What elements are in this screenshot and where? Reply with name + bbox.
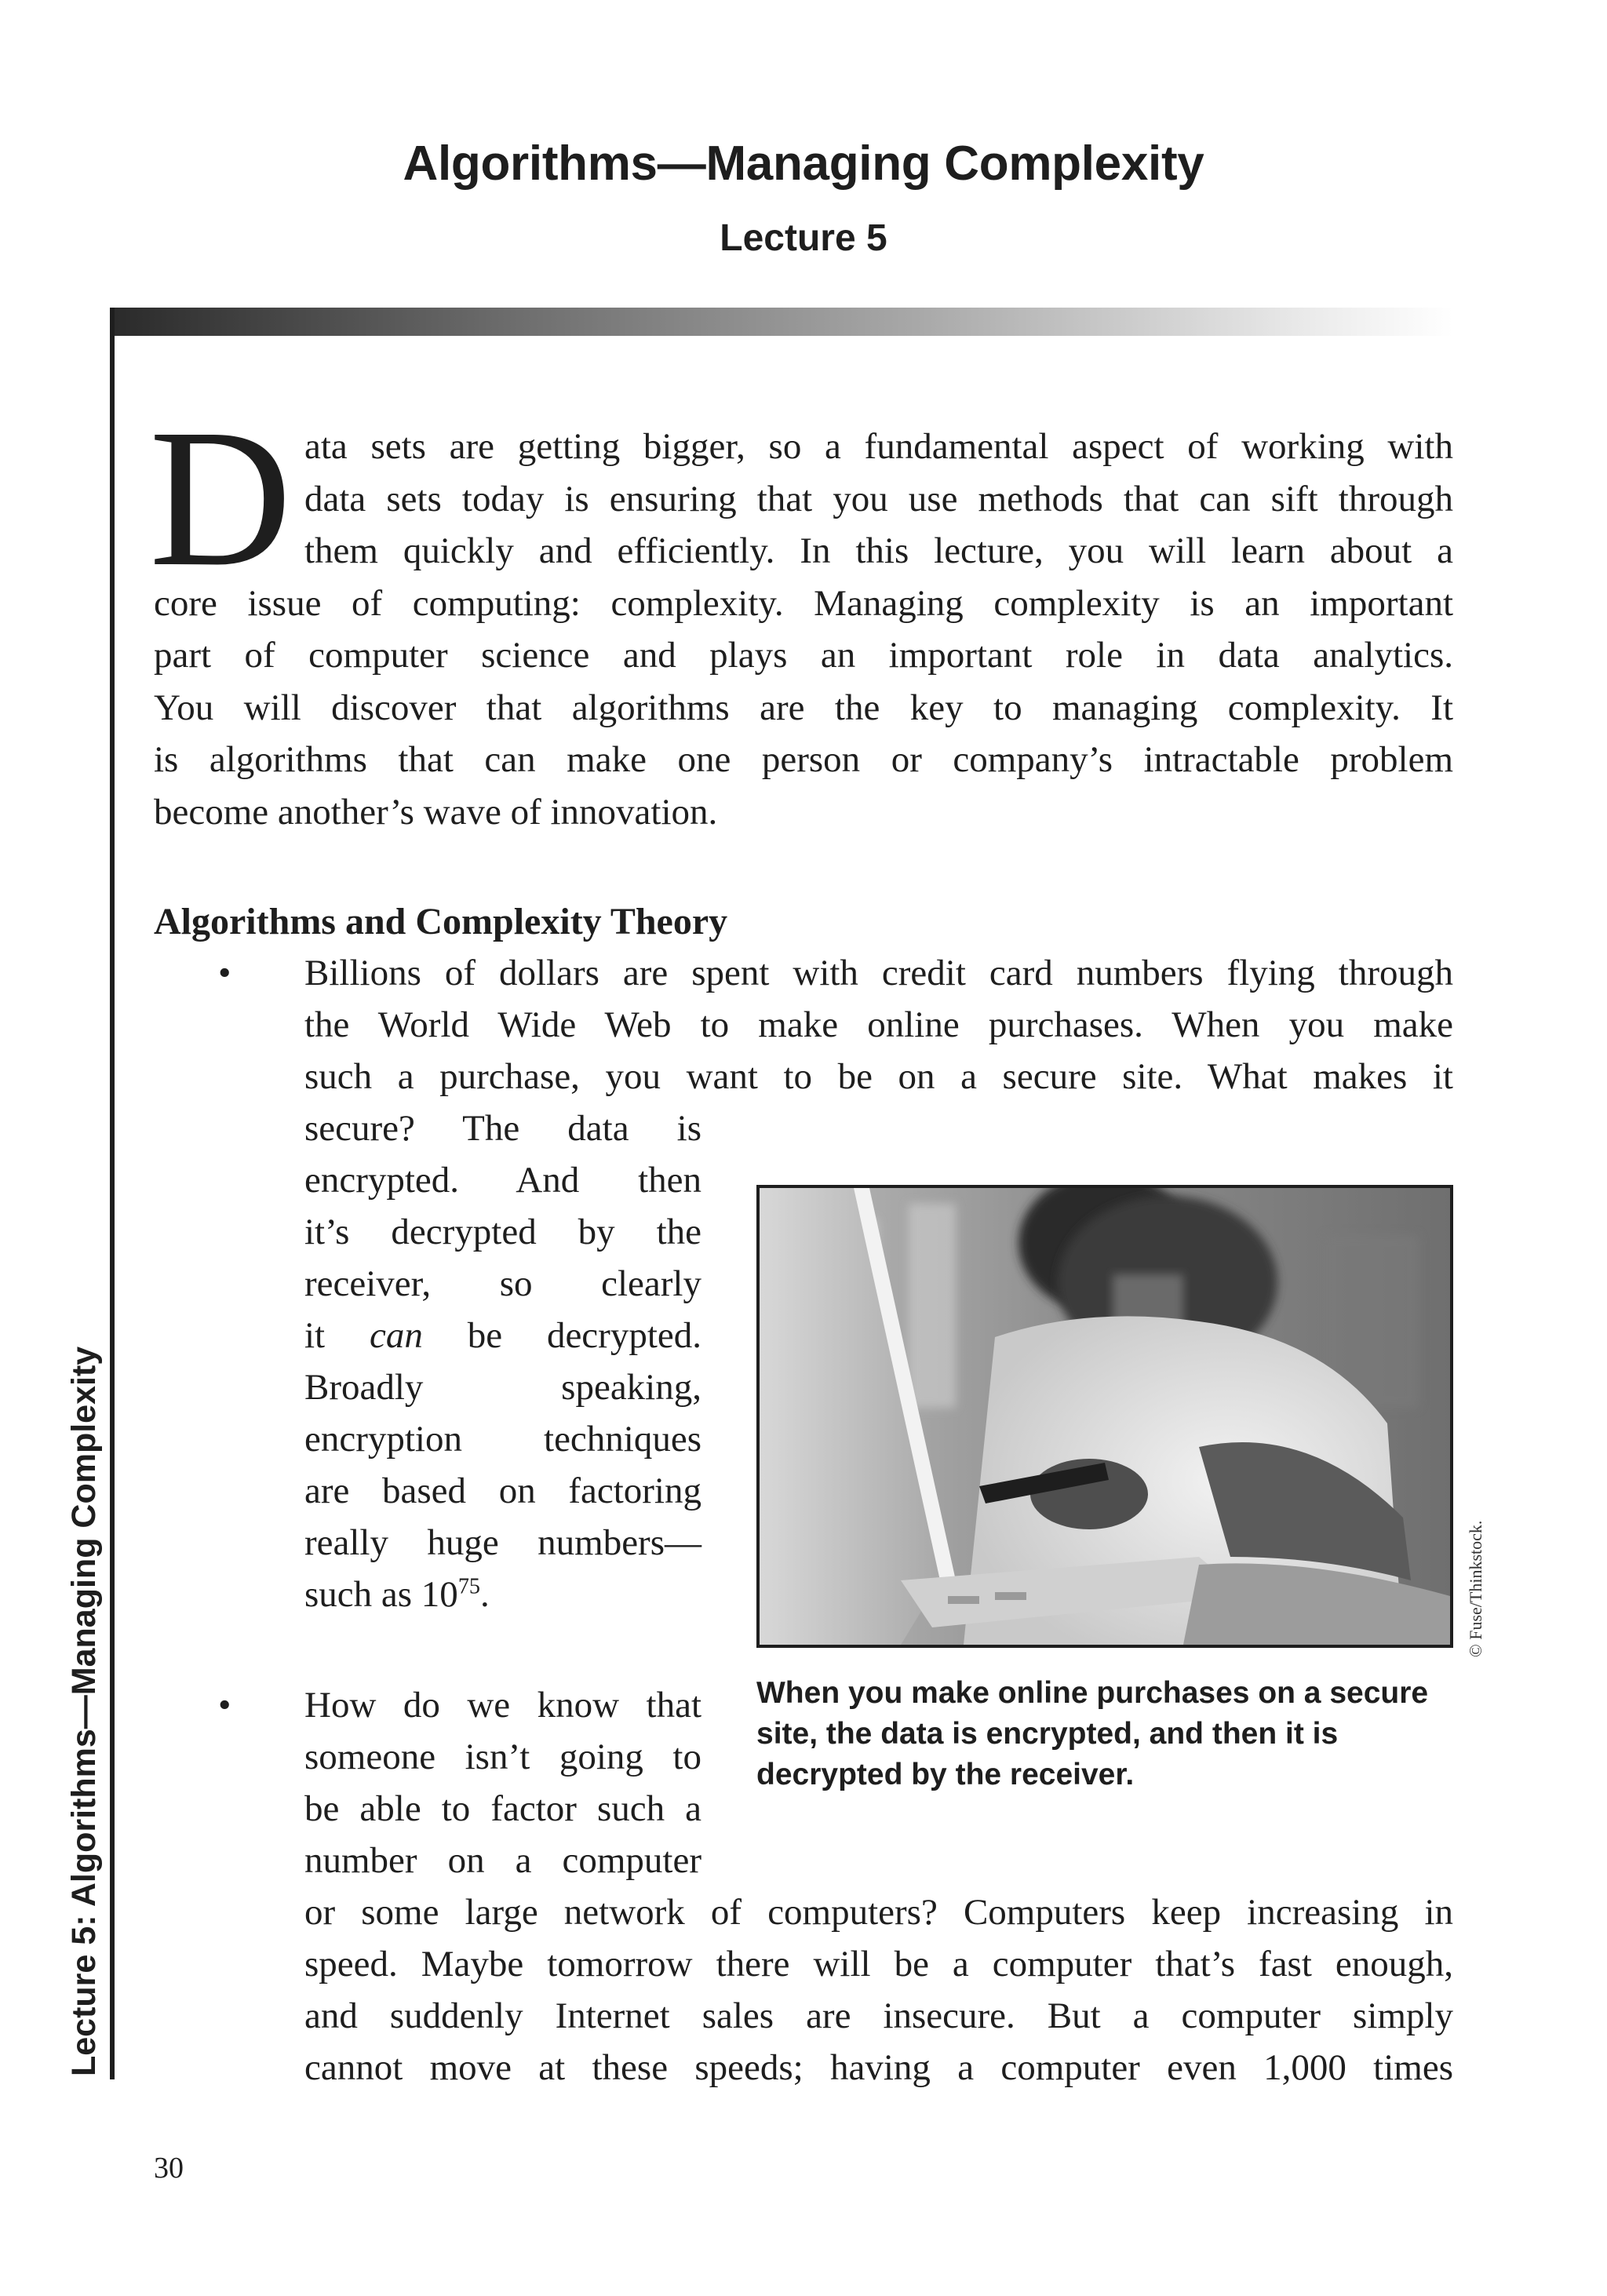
bullet1-line: Broadly speaking,: [304, 1367, 701, 1408]
bullet1-line: the World Wide Web to make online purchases. When you make: [304, 1004, 1453, 1045]
intro-line: become another’s wave of innovation.: [154, 791, 718, 833]
section-heading: Algorithms and Complexity Theory: [154, 901, 728, 942]
laptop-photo: [756, 1185, 1453, 1648]
header-gradient-bar: [110, 308, 1453, 336]
bullet2-line: and suddenly Internet sales are insecure. But a computer simply: [304, 1995, 1453, 2036]
bullet2-line: cannot move at these speeds; having a computer even 1,000 times: [304, 2047, 1453, 2088]
bullet2-narrow-text: [304, 1679, 701, 1886]
bullet2-line: or some large network of computers? Computers keep increasing in: [304, 1892, 1453, 1933]
bullet-marker: •: [218, 953, 231, 993]
intro-line: data sets today is ensuring that you use methods that can sift through: [304, 478, 1453, 519]
intro-line: them quickly and efficiently. In this lecture, you will learn about a: [304, 530, 1453, 571]
bullet1-line: receiver, so clearly: [304, 1263, 701, 1304]
bullet1-narrow-text: [304, 1102, 701, 1620]
exponent: 75: [457, 1574, 480, 1599]
bullet1-line: really huge numbers—: [304, 1522, 701, 1563]
bullet1-line: such a purchase, you want to be on a secure site. What makes it: [304, 1056, 1453, 1097]
bullet2-line: How do we know that: [304, 1685, 701, 1726]
bullet2-line: speed. Maybe tomorrow there will be a computer that’s fast enough,: [304, 1944, 1453, 1984]
bullet1-line: secure? The data is: [304, 1108, 701, 1149]
side-rule: [110, 308, 115, 2079]
italic-can: can: [369, 1315, 423, 1356]
intro-line: ata sets are getting bigger, so a fundamental aspect of working with: [304, 426, 1453, 467]
bullet2-line: number on a computer: [304, 1840, 701, 1881]
bullet-marker: •: [218, 1685, 231, 1726]
bullet1-line: such as $10^{75}$.: [304, 1574, 490, 1615]
bullet2-line: someone isn’t going to: [304, 1737, 701, 1777]
drop-cap: D: [149, 388, 292, 607]
intro-line: part of computer science and plays an important role in data analytics.: [154, 635, 1453, 676]
bullet1-line: it’s decrypted by the: [304, 1212, 701, 1252]
intro-line: core issue of computing: complexity. Managing complexity is an important: [154, 582, 1453, 624]
bullet1-line: encryption techniques: [304, 1419, 701, 1460]
intro-line: You will discover that algorithms are the key to managing complexity. It: [154, 687, 1453, 728]
photo-credit: © Fuse/Thinkstock.: [1466, 1520, 1485, 1657]
lecture-subtitle: Lecture 5: [720, 217, 887, 259]
bullet2-wide-text: [304, 1886, 1453, 2094]
photo-illustration: [760, 1188, 1450, 1645]
side-running-head: Lecture 5: Algorithms—Managing Complexity: [65, 1346, 103, 2076]
intro-line: is algorithms that can make one person or company’s intractable problem: [154, 739, 1453, 780]
bullet2-line: be able to factor such a: [304, 1788, 701, 1829]
bullet1-line: encrypted. And then: [304, 1160, 701, 1201]
page-title: Algorithms—Managing Complexity: [403, 137, 1204, 191]
figure-caption: When you make online purchases on a secure site, the data is encrypted, and then it is decrypted by the receiver.: [756, 1676, 1429, 1791]
bullet1-line: it can be decrypted.: [304, 1315, 701, 1356]
bullet1-line: are based on factoring: [304, 1471, 701, 1511]
page-number: 30: [154, 2152, 184, 2185]
intro-paragraph: [149, 388, 1453, 838]
bullet1-wide-text: [304, 947, 1453, 1102]
bullet1-line: Billions of dollars are spent with credit card numbers flying through: [304, 953, 1453, 993]
